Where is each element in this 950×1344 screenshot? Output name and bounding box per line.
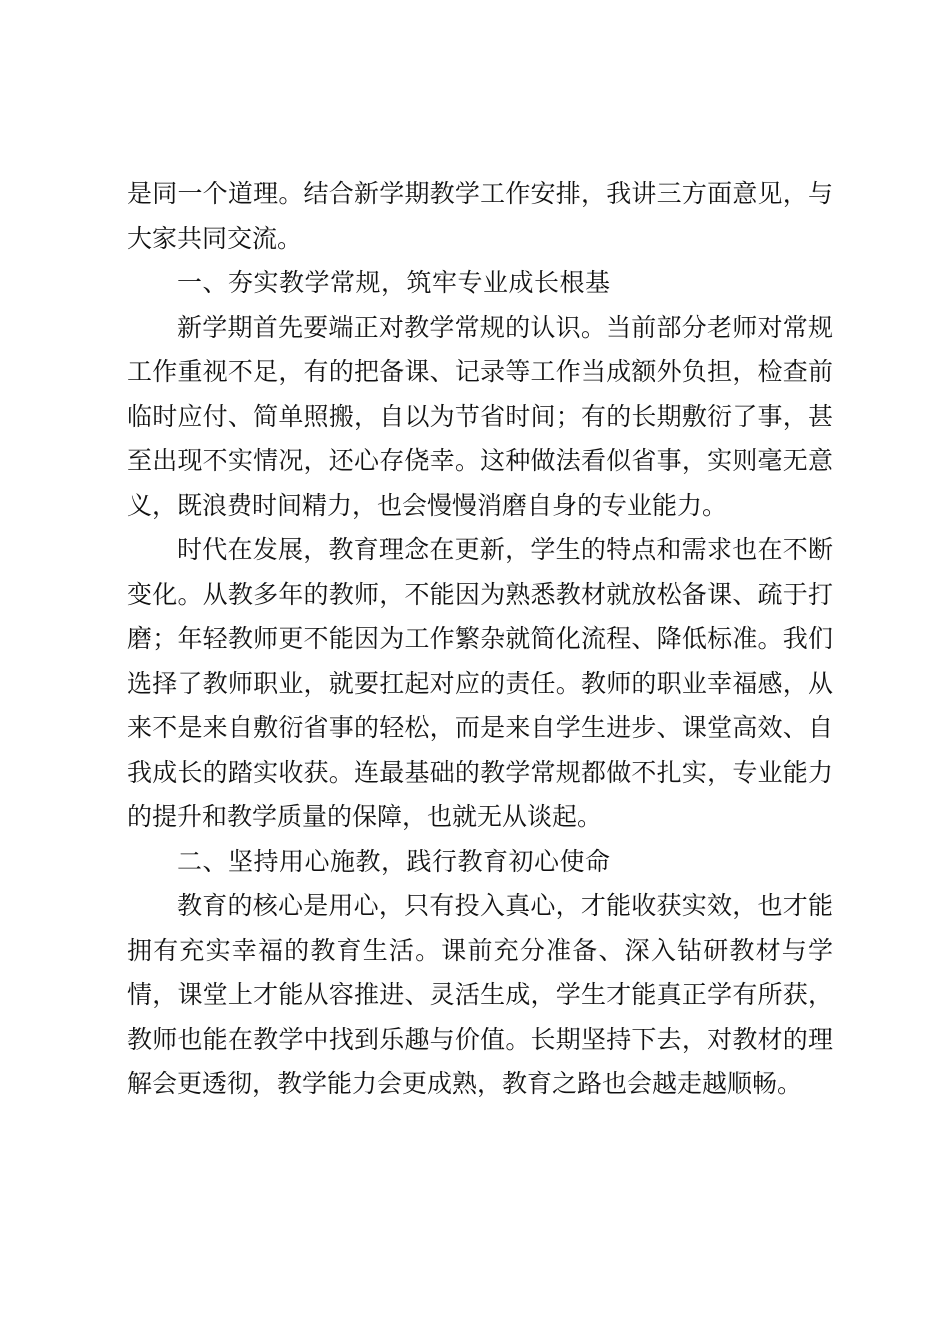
paragraph-teaching-with-heart: 教育的核心是用心，只有投入真心，才能收获实效，也才能拥有充实幸福的教育生活。课前充分准备、深入钻研教材与学情，课堂上才能从容推进、灵活生成，学生才能真正学有所获，教师也能在教学中找到乐趣与价值。长期坚持下去，对教材的理解会更透彻，教学能力会更成熟，教育之路也会越走越顺畅。: [127, 891, 833, 1098]
paragraph-continued-intro: 是同一个道理。结合新学期教学工作安排，我讲三方面意见，与大家共同交流。: [127, 179, 833, 253]
paragraph-teaching-routine: 新学期首先要端正对教学常规的认识。当前部分老师对常规工作重视不足，有的把备课、记录等工作当成额外负担，检查前临时应付、简单照搬，自以为节省时间；有的长期敷衍了事，甚至出现不实情况，还心存侥幸。这种做法看似省事，实则毫无意义，既浪费时间精力，也会慢慢消磨自身的专业能力。: [127, 312, 833, 520]
document-body: [127, 172, 833, 1107]
paragraph-times-changing: 时代在发展，教育理念在更新，学生的特点和需求也在不断变化。从教多年的教师，不能因为熟悉教材就放松备课、疏于打磨；年轻教师更不能因为工作繁杂就简化流程、降低标准。我们选择了教师职业，就要扛起对应的责任。教师的职业幸福感，从来不是来自敷衍省事的轻松，而是来自学生进步、课堂高效、自我成长的踏实收获。连最基础的教学常规都做不扎实，专业能力的提升和教学质量的保障，也就无从谈起。: [127, 535, 833, 831]
section-heading-one: 一、夯实教学常规，筑牢专业成长根基: [177, 268, 611, 297]
section-heading-two: 二、坚持用心施教，践行教育初心使命: [177, 846, 611, 876]
